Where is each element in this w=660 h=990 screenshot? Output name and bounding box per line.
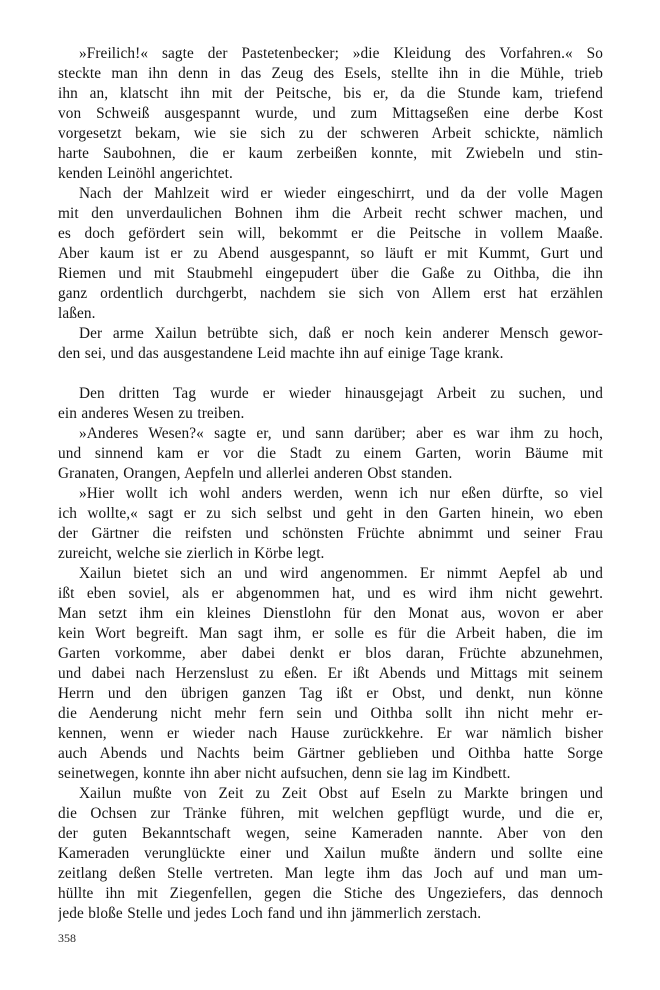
text-line: Xailun bietet sich an und wird angenommen. Er nimmt Aepfel ab und xyxy=(79,565,603,582)
text-line: die Aenderung nicht mehr fern sein und Oithba sollt ihn nicht mehr er- xyxy=(58,705,603,722)
text-line: seinetwegen, konnte ihn aber nicht aufsuchen, denn sie lag im Kindbett. xyxy=(58,765,511,782)
text-line: kennen, wenn er wieder nach Hause zurückkehre. Er war nämlich bisher xyxy=(58,725,603,742)
text-line: ihn an, klatscht ihn mit der Peitsche, bis er, da die Stunde kam, triefend xyxy=(58,85,603,102)
paragraph xyxy=(58,44,603,184)
text-line: hüllte ihn mit Ziegenfellen, gegen die Stiche des Ungeziefers, das dennoch xyxy=(58,885,603,902)
text-line: den sei, und das ausgestandene Leid machte ihn auf einige Tage krank. xyxy=(58,345,504,362)
text-line: Riemen und mit Staubmehl eingepudert über die Gaße zu Oithba, die ihn xyxy=(58,265,603,282)
text-line: harte Saubohnen, die er kaum zerbeißen konnte, mit Zwiebeln und stin- xyxy=(58,145,603,162)
text-line: Man setzt ihm ein kleines Dienstlohn für den Monat aus, wovon er aber xyxy=(58,605,603,622)
text-line: ganz ordentlich durchgerbt, nachdem sie sich von Allem erst hat erzählen xyxy=(58,285,603,302)
paragraph xyxy=(58,324,603,364)
text-line: ein anderes Wesen zu treiben. xyxy=(58,405,245,422)
text-line: Den dritten Tag wurde er wieder hinausgejagt Arbeit zu suchen, und xyxy=(79,385,603,402)
text-line: die Ochsen zur Tränke führen, mit welchen gepflügt wurde, und die er, xyxy=(58,805,603,822)
text-line: Xailun mußte von Zeit zu Zeit Obst auf Eseln zu Markte bringen und xyxy=(79,785,603,802)
text-line: zureicht, welche sie zierlich in Körbe legt. xyxy=(58,545,325,562)
text-line: Granaten, Orangen, Aepfeln und allerlei anderen Obst standen. xyxy=(58,465,453,482)
text-line: Herrn und den übrigen ganzen Tag ißt er Obst, und denkt, nun könne xyxy=(58,685,603,702)
paragraph xyxy=(58,784,603,924)
paragraph xyxy=(58,384,603,424)
text-line: und sinnend kam er vor die Stadt zu einem Garten, worin Bäume mit xyxy=(58,445,603,462)
text-line: zeitlang deßen Stelle vertreten. Man legte ihm das Joch auf und man um- xyxy=(58,865,603,882)
text-line: der guten Bekanntschaft wegen, seine Kameraden nannte. Aber von den xyxy=(58,825,603,842)
text-line: »Hier wollt ich wohl anders werden, wenn ich nur eßen dürfte, so viel xyxy=(79,485,603,502)
text-line: »Freilich!« sagte der Pastetenbecker; »die Kleidung des Vorfahren.« So xyxy=(79,45,603,62)
paragraph xyxy=(58,564,603,784)
text-line: ißt eben soviel, als er abgenommen hat, und es wird ihm nicht gewehrt. xyxy=(58,585,603,602)
text-line: laßen. xyxy=(58,305,96,322)
text-line: kein Wort begreift. Man sagt ihm, er solle es für die Arbeit haben, die im xyxy=(58,625,603,642)
page-number: 358 xyxy=(58,931,76,945)
text-block xyxy=(58,44,603,924)
text-line: mit den unverdaulichen Bohnen ihm die Arbeit recht schwer machen, und xyxy=(58,205,603,222)
text-line: »Anderes Wesen?« sagte er, und sann darüber; aber es war ihm zu hoch, xyxy=(79,425,603,442)
text-line: jede bloße Stelle und jedes Loch fand und ihn jämmerlich zerstach. xyxy=(58,905,482,922)
text-line: vorgesetzt bekam, wie sie sich zu der schweren Arbeit schickte, nämlich xyxy=(58,125,603,142)
paragraph xyxy=(58,484,603,564)
paragraph xyxy=(58,424,603,484)
text-line: von Schweiß ausgespannt wurde, und zum Mittagseßen eine derbe Kost xyxy=(58,105,603,122)
text-line: auch Abends und Nachts beim Gärtner geblieben und Oithba hatte Sorge xyxy=(58,745,603,762)
text-line: kenden Leinöhl angerichtet. xyxy=(58,165,233,182)
text-line: Der arme Xailun betrübte sich, daß er noch kein anderer Mensch gewor- xyxy=(79,325,603,342)
text-line: Aber kaum ist er zu Abend ausgespannt, so läuft er mit Kummt, Gurt und xyxy=(58,245,603,262)
text-line: ich wollte,« sagt er zu sich selbst und geht in den Garten hinein, wo eben xyxy=(58,505,603,522)
text-line: Kameraden verunglückte einer und Xailun mußte ändern und sollte eine xyxy=(58,845,603,862)
text-line: steckte man ihn denn in das Zeug des Esels, stellte ihn in die Mühle, trieb xyxy=(58,65,603,82)
text-line: es doch gefördert sein will, bekommt er die Peitsche in vollem Maaße. xyxy=(58,225,603,242)
paragraph xyxy=(58,184,603,324)
text-line: Garten vorkomme, aber dabei denkt er blos daran, Früchte abzunehmen, xyxy=(58,645,603,662)
text-line: Nach der Mahlzeit wird er wieder eingeschirrt, und da der volle Magen xyxy=(79,185,603,202)
text-line: der Gärtner die reifsten und schönsten Früchte abnimmt und seiner Frau xyxy=(58,525,603,542)
text-line: und dabei nach Herzenslust zu eßen. Er ißt Abends und Mittags mit seinem xyxy=(58,665,603,682)
